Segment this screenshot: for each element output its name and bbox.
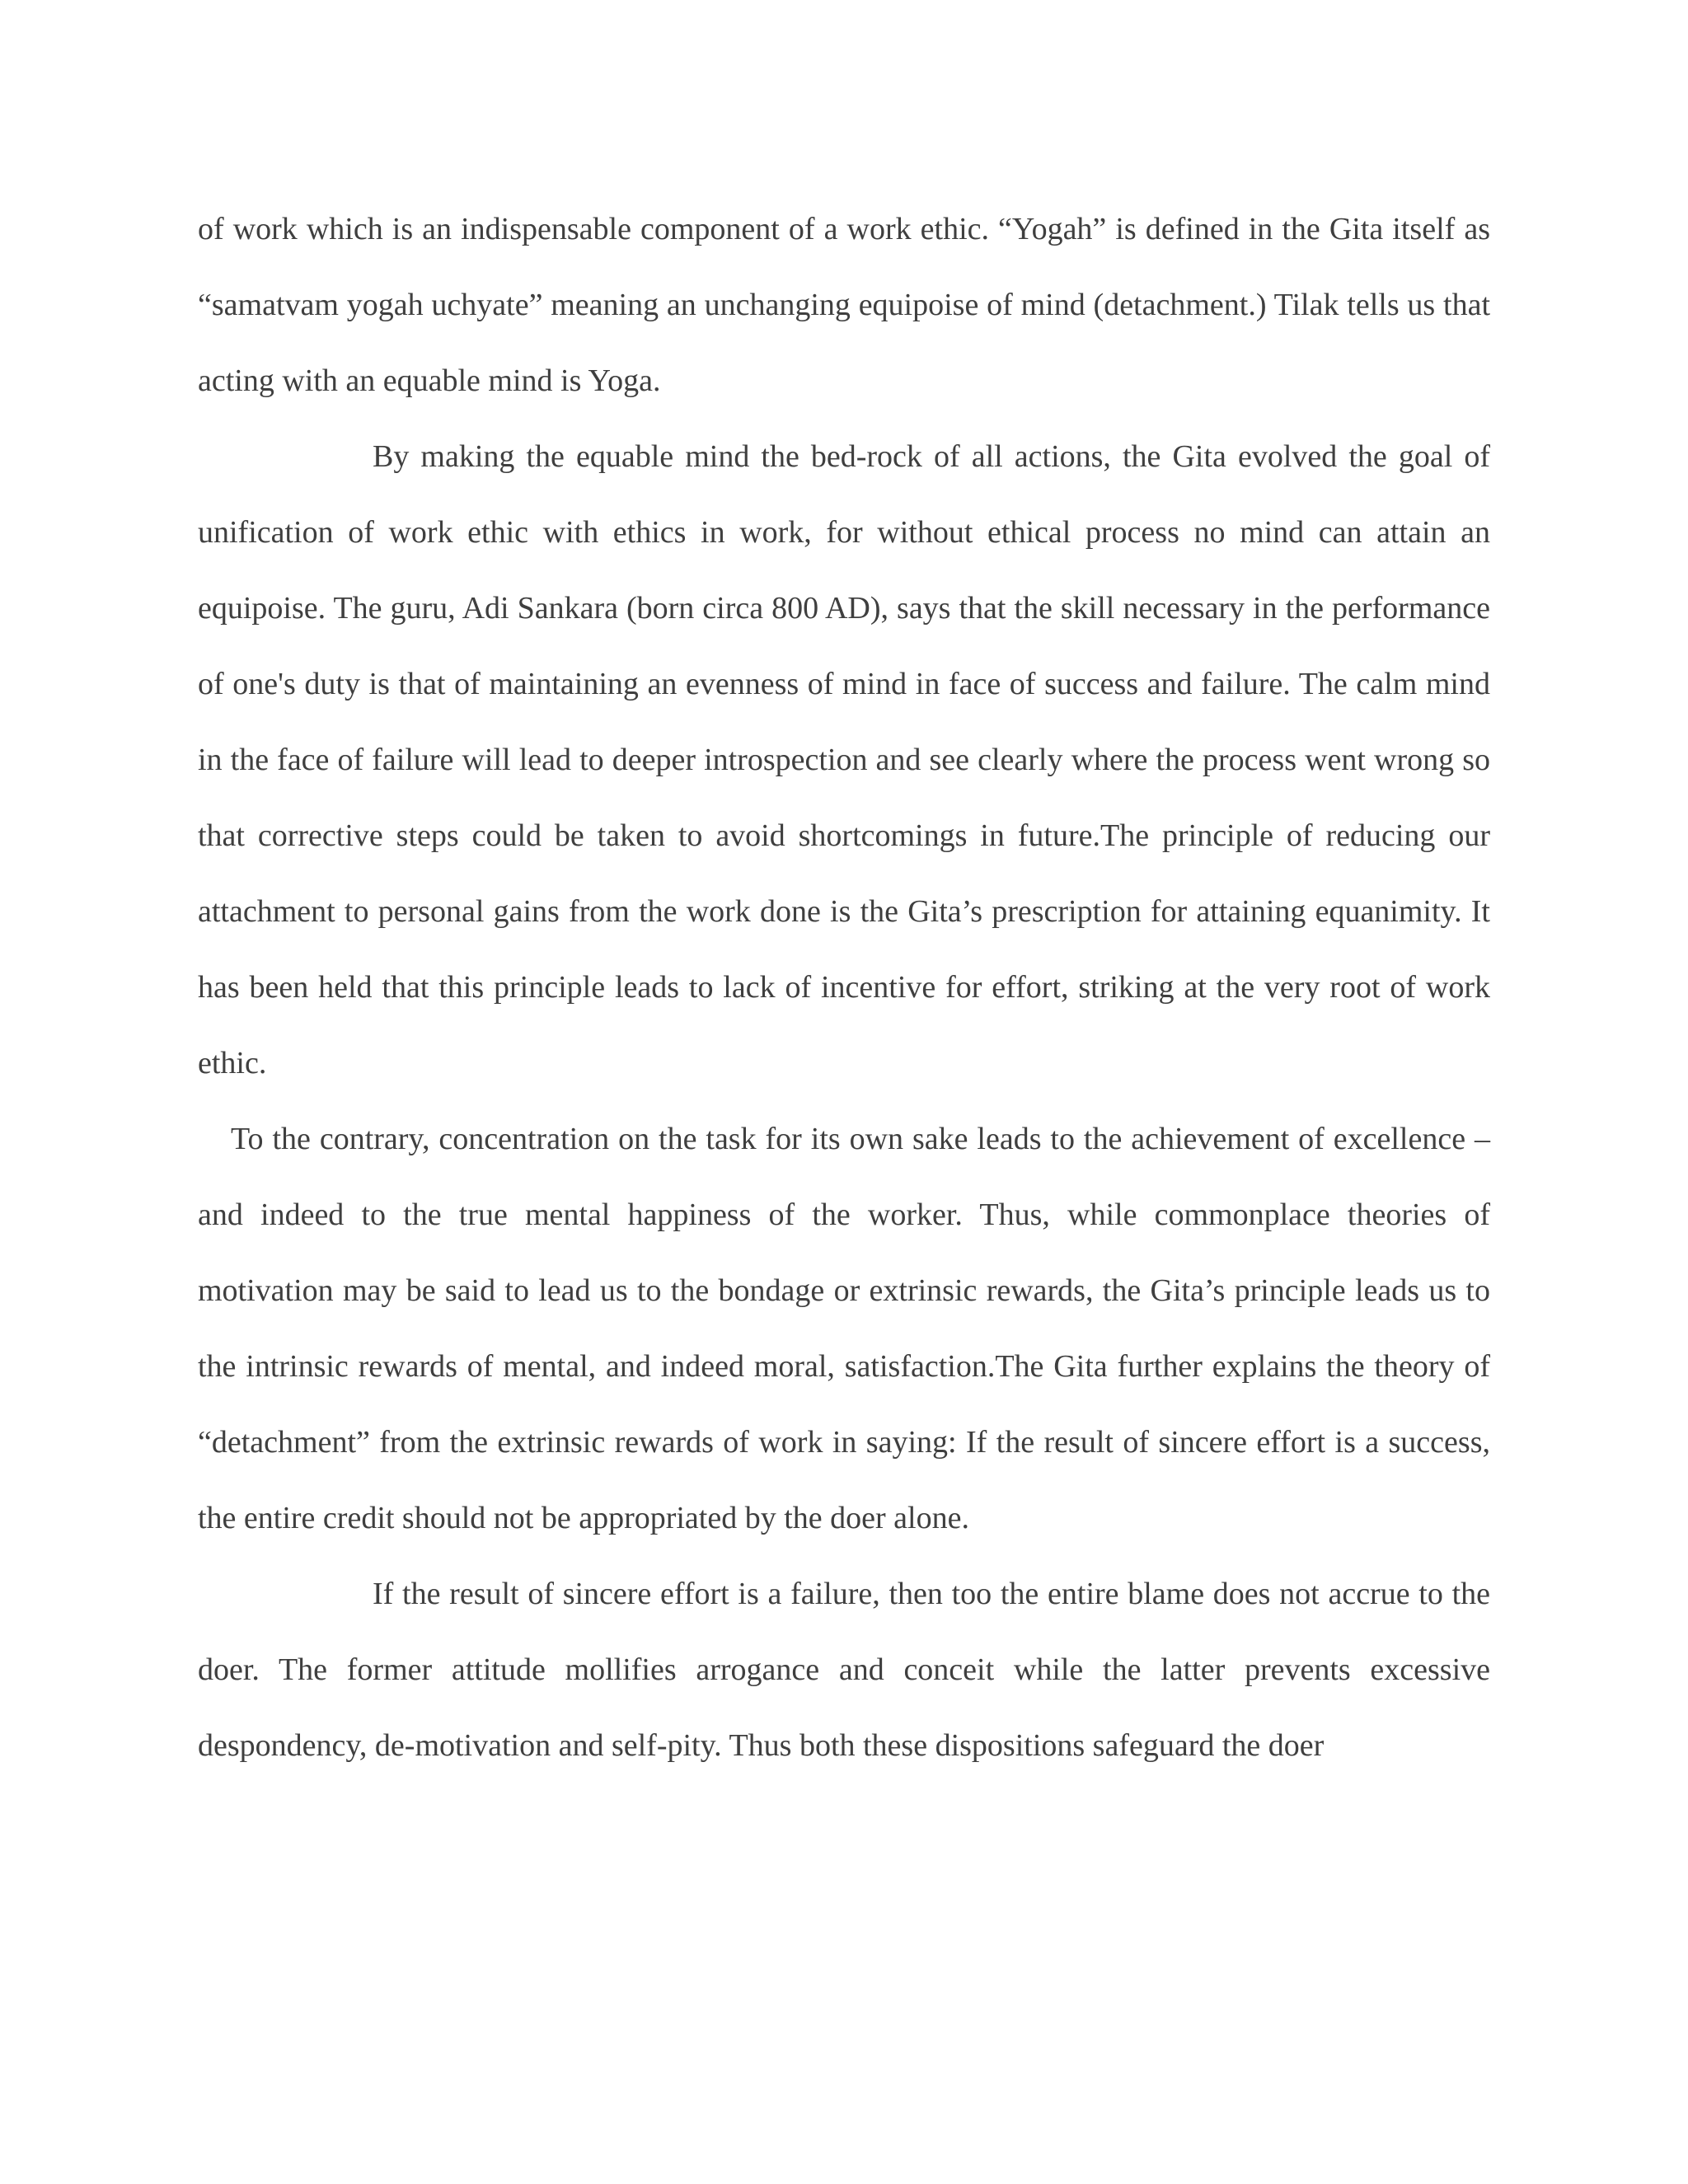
- paragraph-3: To the contrary, concentration on the task for its own sake leads to the achievement of excellence – and indeed to the true mental happiness of the worker. Thus, while commonplace theories of motivation may be said to lead us to the bondage or extrinsic rewards, the Gita’s principle leads us to the intrinsic rewards of mental, and indeed moral, satisfaction.The Gita further explains the theory of “detachment” from the extrinsic rewards of work in saying: If the result of sincere effort is a success, the entire credit should not be appropriated by the doer alone.: [198, 1122, 1490, 1535]
- body-text: [198, 191, 1490, 1783]
- paragraph-4: If the result of sincere effort is a failure, then too the entire blame does not accrue to the doer. The former attitude mollifies arrogance and conceit while the latter prevents excessive despondency, de-motivation and self-pity. Thus both these dispositions safeguard the doer: [198, 1577, 1490, 1763]
- paragraph-2: By making the equable mind the bed-rock of all actions, the Gita evolved the goal of unification of work ethic with ethics in work, for without ethical process no mind can attain an equipoise. The guru, Adi Sankara (born circa 800 AD), says that the skill necessary in the performance of one's duty is that of maintaining an evenness of mind in face of success and failure. The calm mind in the face of failure will lead to deeper introspection and see clearly where the process went wrong so that corrective steps could be taken to avoid shortcomings in future.The principle of reducing our attachment to personal gains from the work done is the Gita’s prescription for attaining equanimity. It has been held that this principle leads to lack of incentive for effort, striking at the very root of work ethic.: [198, 439, 1490, 1080]
- paragraph-1: of work which is an indispensable component of a work ethic. “Yogah” is defined in the Gita itself as “samatvam yogah uchyate” meaning an unchanging equipoise of mind (detachment.) Tilak tells us that acting with an equable mind is Yoga.: [198, 212, 1490, 398]
